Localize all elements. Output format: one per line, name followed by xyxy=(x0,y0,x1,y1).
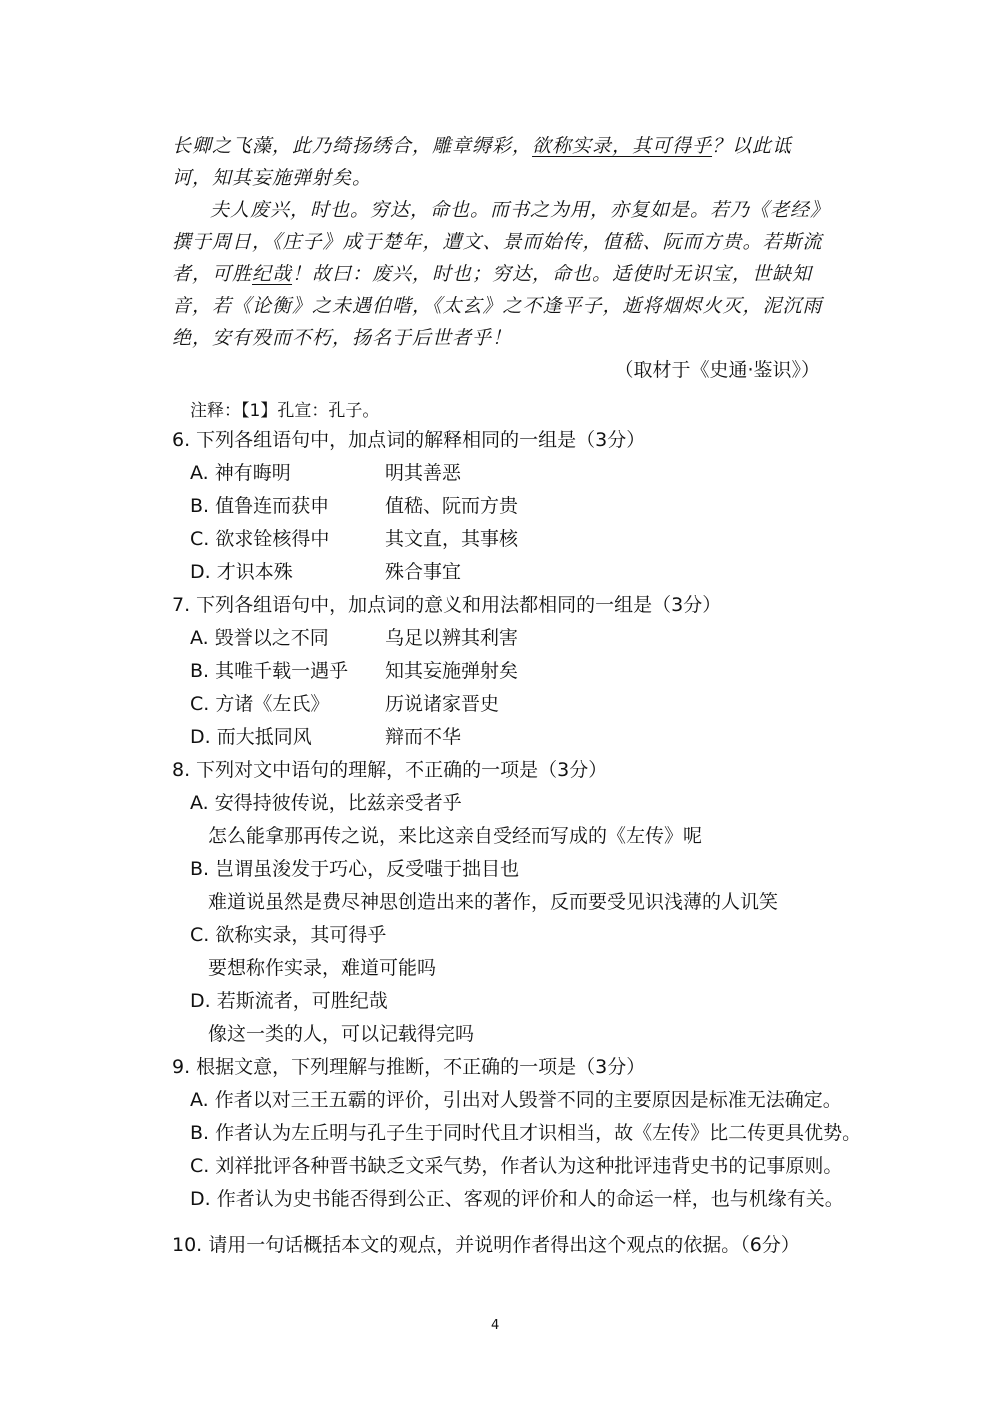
question-7-stem: 7. 下列各组语句中，加点词的意义和用法都相同的一组是（3分） xyxy=(172,594,722,616)
passage-text-run: ？以此诋诃，知其妄施弹射矣。 xyxy=(172,135,793,189)
underlined-phrase: 欲称实录，其可得乎 xyxy=(532,135,713,157)
q9-option-d: D. 作者认为史书能否得到公正、客观的评价和人的命运一样，也与机缘有关。 xyxy=(190,1188,844,1210)
option-right: 殊合事宜 xyxy=(385,561,462,583)
passage-text xyxy=(172,130,832,354)
q8-option-b-translation: 难道说虽然是费尽神思创造出来的著作，反而要受见识浅薄的人讥笑 xyxy=(208,891,779,913)
option-right: 历说诸家晋史 xyxy=(385,693,500,715)
option-left: C. 方诸《左氏》 xyxy=(190,693,330,715)
q8-option-a: A. 安得持彼传说，比兹亲受者乎 xyxy=(190,792,462,814)
passage-text-run: 夫人废兴，时也。穷达，命也。而书之为用，亦复如是。若乃《老经》撰于周日，《庄子》成于楚年，遭文、景而始传，值嵇、阮而方贵。若斯流者，可胜 xyxy=(172,199,831,285)
question-8-stem: 8. 下列对文中语句的理解，不正确的一项是（3分） xyxy=(172,759,608,781)
option-right: 明其善恶 xyxy=(385,462,462,484)
q8-option-b: B. 岂谓虽浚发于巧心，反受嗤于拙目也 xyxy=(190,858,520,880)
option-left: B. 其唯千载一遇乎 xyxy=(190,660,349,682)
q6-option-a xyxy=(172,457,852,490)
option-right: 值嵇、阮而方贵 xyxy=(385,495,519,517)
page-number: 4 xyxy=(491,1318,500,1333)
passage-paragraph-2 xyxy=(172,194,832,354)
passage-text-run: ！故曰：废兴，时也；穷达，命也。适使时无识宝，世缺知音，若《论衡》之未遇伯喈，《太玄》之不逢平子，逝将烟烬火灭，泥沉雨绝，安有殁而不朽，扬名于后世者乎！ xyxy=(172,263,823,349)
passage-paragraph-1 xyxy=(172,130,832,194)
q9-option-a: A. 作者以对三王五霸的评价，引出对人毁誉不同的主要原因是标准无法确定。 xyxy=(190,1089,842,1111)
underlined-phrase: 纪哉 xyxy=(252,263,293,285)
q6-option-d xyxy=(172,556,852,589)
question-10: 10. 请用一句话概括本文的观点，并说明作者得出这个观点的依据。（6分） xyxy=(172,1234,800,1256)
source-citation: （取材于《史通·鉴识》） xyxy=(614,359,820,381)
questions xyxy=(172,424,862,1216)
annotation-note: 注释：【1】孔宣：孔子。 xyxy=(190,401,380,421)
q8-option-d: D. 若斯流者，可胜纪哉 xyxy=(190,990,388,1012)
q7-option-d xyxy=(172,721,852,754)
option-right: 知其妄施弹射矣 xyxy=(385,660,519,682)
option-right: 乌足以辨其利害 xyxy=(385,627,519,649)
q8-option-c: C. 欲称实录，其可得乎 xyxy=(190,924,387,946)
option-right: 其文直，其事核 xyxy=(385,528,519,550)
q8-option-c-translation: 要想称作实录，难道可能吗 xyxy=(208,957,437,979)
question-6-stem: 6. 下列各组语句中，加点词的解释相同的一组是（3分） xyxy=(172,429,646,451)
option-left: D. 而大抵同风 xyxy=(190,726,312,748)
q6-option-b xyxy=(172,490,852,523)
option-left: A. 神有晦明 xyxy=(190,462,291,484)
q8-option-a-translation: 怎么能拿那再传之说，来比这亲自受经而写成的《左传》呢 xyxy=(208,825,703,847)
q7-option-b xyxy=(172,655,852,688)
q6-option-c xyxy=(172,523,852,556)
option-left: B. 值鲁连而获申 xyxy=(190,495,330,517)
passage-text-run: 长卿之飞藻，此乃绮扬绣合，雕章缛彩， xyxy=(172,135,533,157)
q9-option-b: B. 作者认为左丘明与孔子生于同时代且才识相当，故《左传》比二传更具优势。 xyxy=(190,1122,862,1144)
q7-option-a xyxy=(172,622,852,655)
question-9-stem: 9. 根据文意，下列理解与推断，不正确的一项是（3分） xyxy=(172,1056,646,1078)
q8-option-d-translation: 像这一类的人，可以记载得完吗 xyxy=(208,1023,475,1045)
q7-option-c xyxy=(172,688,852,721)
option-right: 辩而不华 xyxy=(385,726,462,748)
q9-option-c: C. 刘祥批评各种晋书缺乏文采气势，作者认为这种批评违背史书的记事原则。 xyxy=(190,1155,843,1177)
option-left: C. 欲求铨核得中 xyxy=(190,528,330,550)
option-left: D. 才识本殊 xyxy=(190,561,293,583)
option-left: A. 毁誉以之不同 xyxy=(190,627,329,649)
